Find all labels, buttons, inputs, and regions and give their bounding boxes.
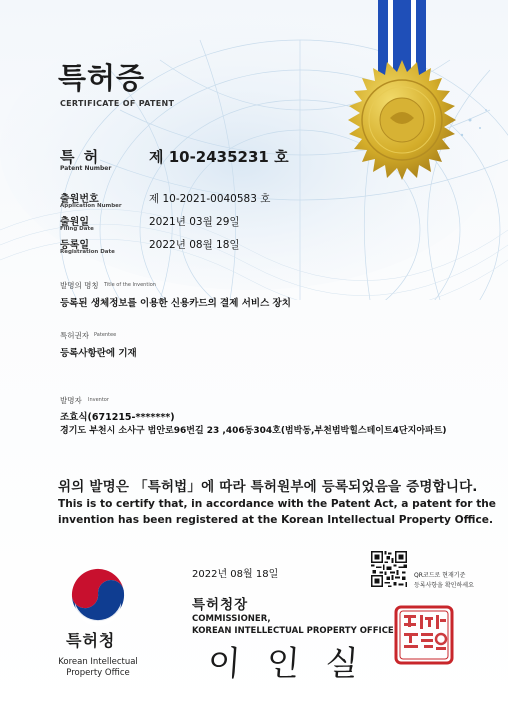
qr-note-line1: QR코드로 현재기준 xyxy=(414,572,466,579)
gold-seal-icon xyxy=(340,58,464,182)
inventor-address: 경기도 부천시 소사구 범안로96번길 23 ,406동304호(범박동,부천범박힐스테이트4단지아파트) xyxy=(60,426,447,436)
invention-title-label-english: Title of the Invention xyxy=(104,282,156,288)
agency-name-english xyxy=(54,657,142,679)
commissioner-signature-name: 이인실 xyxy=(206,644,386,684)
kipo-taegeuk-logo-icon xyxy=(66,563,130,627)
certification-statement-english-line2: invention has been registered at the Korean Intellectual Property Office. xyxy=(58,514,493,526)
inventor-label-english: Inventor xyxy=(88,397,109,403)
registration-date-label-english: Registration Date xyxy=(60,249,115,255)
inventor-name: 조효식(671215-*******) xyxy=(60,412,175,423)
patentee-label: 특허권자 xyxy=(60,331,89,340)
qr-code[interactable] xyxy=(371,551,407,587)
certificate-title: 특허증 xyxy=(58,61,146,95)
agency-name-korean: 특허청 xyxy=(66,631,116,650)
certification-statement-english-line1: This is to certify that, in accordance with the Patent Act, a patent for the xyxy=(58,498,496,510)
application-number-value: 제 10-2021-0040583 호 xyxy=(149,193,271,205)
filing-date-value: 2021년 03월 29일 xyxy=(149,216,240,228)
patent-number-label-english: Patent Number xyxy=(60,165,112,172)
filing-date-label-english: Filing Date xyxy=(60,226,94,232)
commissioner-title-english-line1: COMMISSIONER, xyxy=(192,614,271,624)
filing-date-label: 출원일 xyxy=(60,217,89,228)
qr-note-line2: 등록사항을 확인하세요 xyxy=(414,582,474,589)
agency-name-english-line2: Property Office xyxy=(66,668,130,678)
registration-date-value: 2022년 08월 18일 xyxy=(149,239,240,251)
patentee-value: 등록사항란에 기재 xyxy=(60,348,137,359)
issue-date: 2022년 08월 18일 xyxy=(192,569,279,580)
patentee-label-english: Patentee xyxy=(94,332,117,338)
official-red-stamp-icon xyxy=(394,605,454,665)
invention-title-value: 등록된 생체정보를 이용한 신용카드의 결제 서비스 장치 xyxy=(60,298,291,309)
invention-title-label: 발명의 명칭 xyxy=(60,281,99,290)
commissioner-title-english-line2: KOREAN INTELLECTUAL PROPERTY OFFICE xyxy=(192,626,394,636)
commissioner-title-korean: 특허청장 xyxy=(192,597,249,613)
application-number-label-english: Application Number xyxy=(60,203,122,209)
certificate-title-english: CERTIFICATE OF PATENT xyxy=(60,99,175,108)
registration-date-label: 등록일 xyxy=(60,240,89,251)
patent-number-value: 제 10-2435231 호 xyxy=(149,148,289,166)
inventor-label: 발명자 xyxy=(60,396,82,405)
agency-name-english-line1: Korean Intellectual xyxy=(58,657,138,667)
certification-statement-korean: 위의 발명은 「특허법」에 따라 특허원부에 등록되었음을 증명합니다. xyxy=(58,479,478,495)
application-number-label: 출원번호 xyxy=(60,194,99,205)
patent-number-label: 특 허 xyxy=(60,148,101,166)
